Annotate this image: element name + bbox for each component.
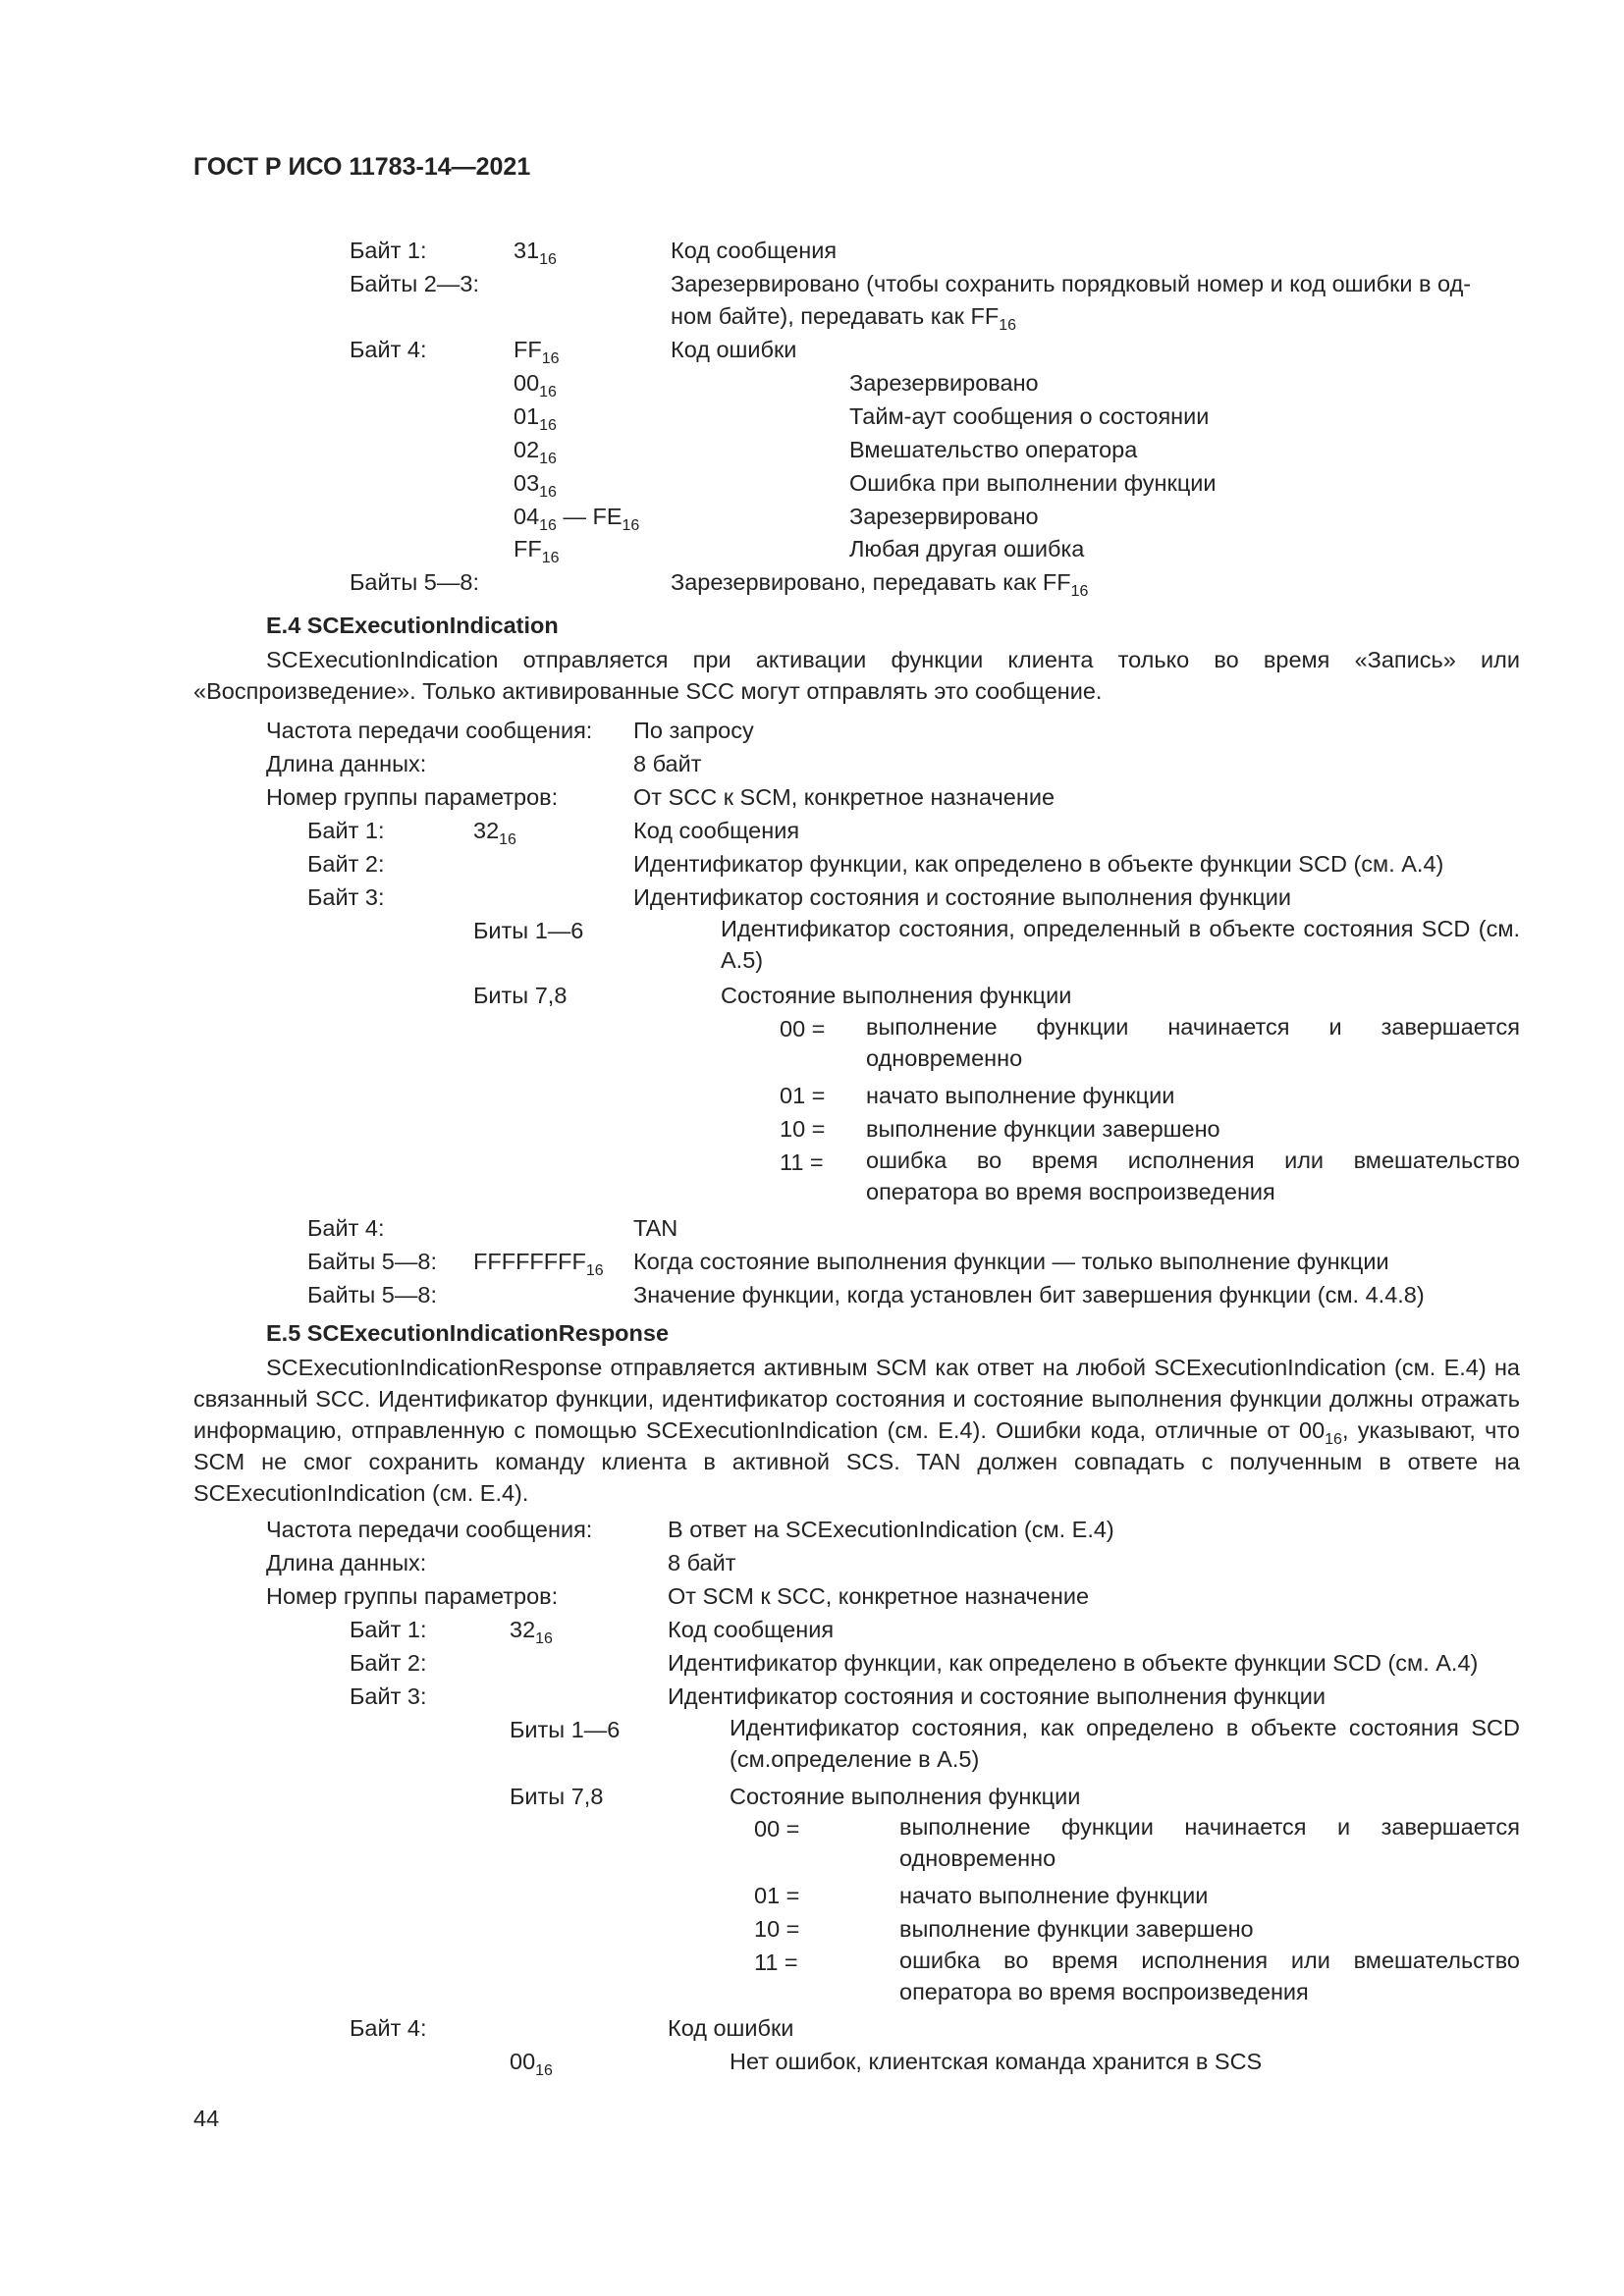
error-code: $02_{16}$ bbox=[514, 437, 557, 467]
error-code-description: Любая другая ошибка bbox=[849, 536, 1085, 561]
error-code-description: Вмешательство оператора bbox=[849, 437, 1138, 462]
state-code: 10 = bbox=[780, 1116, 826, 1142]
bits-label: Биты 1—6 bbox=[510, 1717, 621, 1742]
param-label: Длина данных: bbox=[266, 751, 427, 776]
error-code: $00_{16}$ bbox=[514, 370, 557, 400]
state-description: начато выполнение функции bbox=[866, 1083, 1175, 1108]
param-value: 8 байт bbox=[633, 751, 702, 776]
state-code: 00 = bbox=[754, 1816, 800, 1842]
param-label: Длина данных: bbox=[266, 1550, 427, 1575]
byte-description-cont: ном байте), передавать как $FF_{16}$ bbox=[671, 303, 1016, 334]
byte-label: Байт 1: bbox=[350, 1617, 427, 1642]
state-code: 00 = bbox=[780, 1016, 826, 1041]
byte-label: Байты 2—3: bbox=[350, 271, 479, 296]
byte-label: Байты 5—8: bbox=[307, 1249, 437, 1274]
error-code: $01_{16}$ bbox=[514, 403, 557, 434]
byte-value: $32_{16}$ bbox=[473, 818, 516, 848]
byte-description: Код сообщения bbox=[671, 238, 838, 263]
byte-description: Зарезервировано (чтобы сохранить порядковый номер и код ошибки в од- bbox=[671, 271, 1472, 296]
param-label: Частота передачи сообщения: bbox=[266, 1517, 593, 1542]
section-paragraph: SCExecutionIndicationResponse отправляется активным SCM как ответ на любой SCExecutionIndication (см. Е.4) на связанный SCC. Идентификатор функции, идентификатор состояния и состояние выполнения функции должны отражать информацию, отправленную с помощью SCExecutionIndication (см. Е.4). Ошибки кода, отличные от $00_{16}$, указывают, что SCM не смог сохранить команду клиента в активной SCS. TAN должен совпадать с полученным в ответе на SCExecutionIndication (см. Е.4). bbox=[193, 1355, 1520, 1506]
param-value: От SCM к SCC, конкретное назначение bbox=[668, 1583, 1090, 1609]
state-code: 01 = bbox=[780, 1083, 826, 1108]
byte-description: Значение функции, когда установлен бит завершения функции (см. 4.4.8) bbox=[633, 1282, 1425, 1308]
param-value: От SCC к SCM, конкретное назначение bbox=[633, 784, 1056, 810]
bits-description: Идентификатор состояния, как определено в объекте состояния SCD (см.определение в А.5) bbox=[730, 1715, 1520, 1772]
byte-description: Когда состояние выполнения функции — только выполнение функции bbox=[633, 1249, 1389, 1274]
byte-label: Байт 1: bbox=[350, 238, 427, 263]
byte-description: Идентификатор состояния и состояние выполнения функции bbox=[668, 1683, 1326, 1709]
byte-value: $FF_{16}$ bbox=[514, 337, 560, 367]
byte-label: Байт 1: bbox=[307, 818, 385, 843]
state-description: выполнение функции начинается и завершается одновременно bbox=[866, 1014, 1520, 1071]
param-label: Номер группы параметров: bbox=[266, 1583, 559, 1609]
state-description: выполнение функции начинается и завершается одновременно bbox=[899, 1814, 1520, 1871]
state-description: ошибка во время исполнения или вмешательство оператора во время воспроизведения bbox=[899, 1948, 1520, 2004]
error-code: $00_{16}$ bbox=[510, 2049, 553, 2079]
error-code: $FF_{16}$ bbox=[514, 536, 560, 566]
state-description: ошибка во время исполнения или вмешательство оператора во время воспроизведения bbox=[866, 1148, 1520, 1204]
byte-label: Байт 2: bbox=[307, 851, 385, 877]
byte-value: $32_{16}$ bbox=[510, 1617, 553, 1647]
byte-label: Байты 5—8: bbox=[307, 1282, 437, 1308]
param-value: В ответ на SCExecutionIndication (см. Е.4) bbox=[668, 1517, 1114, 1542]
byte-description: Код ошибки bbox=[671, 337, 797, 362]
document-header: ГОСТ Р ИСО 11783-14—2021 bbox=[193, 153, 531, 181]
state-code: 10 = bbox=[754, 1916, 800, 1942]
page-number: 44 bbox=[193, 2106, 220, 2131]
section-heading: Е.5 SCExecutionIndicationResponse bbox=[266, 1320, 670, 1346]
bits-label: Биты 7,8 bbox=[473, 983, 568, 1008]
byte-description: Идентификатор функции, как определено в объекте функции SCD (см. А.4) bbox=[668, 1650, 1479, 1676]
param-label: Номер группы параметров: bbox=[266, 784, 559, 810]
byte-description: Код сообщения bbox=[633, 818, 800, 843]
param-label: Частота передачи сообщения: bbox=[266, 718, 593, 743]
state-description: начато выполнение функции bbox=[899, 1883, 1209, 1908]
state-description: выполнение функции завершено bbox=[866, 1116, 1220, 1142]
state-code: 11 = bbox=[780, 1149, 824, 1175]
error-code-description: Нет ошибок, клиентская команда хранится в SCS bbox=[730, 2049, 1263, 2074]
param-value: По запросу bbox=[633, 718, 754, 743]
byte-label: Байты 5—8: bbox=[350, 569, 479, 595]
error-code-description: Зарезервировано bbox=[849, 504, 1039, 529]
byte-value: $FFFFFFFF_{16}$ bbox=[473, 1249, 604, 1279]
section-paragraph: SCExecutionIndication отправляется при активации функции клиента только во время «Запись» или «Воспроизведение». Только активированные SCC могут отправлять это сообщение. bbox=[193, 647, 1520, 704]
byte-description: Зарезервировано, передавать как $FF_{16}$ bbox=[671, 569, 1089, 600]
state-code: 01 = bbox=[754, 1883, 800, 1908]
bits-description: Идентификатор состояния, определенный в объекте состояния SCD (см. А.5) bbox=[721, 916, 1520, 973]
byte-description: Код ошибки bbox=[668, 2015, 794, 2041]
section-heading: Е.4 SCExecutionIndication bbox=[266, 613, 559, 638]
byte-label: Байт 2: bbox=[350, 1650, 427, 1676]
byte-description: TAN bbox=[633, 1215, 678, 1241]
state-description: выполнение функции завершено bbox=[899, 1916, 1254, 1942]
byte-label: Байт 3: bbox=[307, 884, 385, 910]
error-code-description: Зарезервировано bbox=[849, 370, 1039, 396]
byte-label: Байт 3: bbox=[350, 1683, 427, 1709]
bits-description: Состояние выполнения функции bbox=[721, 983, 1072, 1008]
error-code-description: Ошибка при выполнении функции bbox=[849, 470, 1217, 496]
byte-description: Идентификатор состояния и состояние выполнения функции bbox=[633, 884, 1292, 910]
bits-label: Биты 1—6 bbox=[473, 918, 584, 943]
error-code-description: Тайм-аут сообщения о состоянии bbox=[849, 403, 1210, 429]
byte-description: Код сообщения bbox=[668, 1617, 835, 1642]
state-code: 11 = bbox=[754, 1949, 798, 1975]
byte-description: Идентификатор функции, как определено в объекте функции SCD (см. А.4) bbox=[633, 851, 1444, 877]
bits-label: Биты 7,8 bbox=[510, 1784, 604, 1809]
byte-label: Байт 4: bbox=[350, 2015, 427, 2041]
byte-label: Байт 4: bbox=[350, 337, 427, 362]
param-value: 8 байт bbox=[668, 1550, 736, 1575]
byte-label: Байт 4: bbox=[307, 1215, 385, 1241]
bits-description: Состояние выполнения функции bbox=[730, 1784, 1081, 1809]
byte-value: $31_{16}$ bbox=[514, 238, 557, 268]
error-code: $03_{16}$ bbox=[514, 470, 557, 501]
error-code: $04_{16}$ — $FE_{16}$ bbox=[514, 504, 640, 534]
